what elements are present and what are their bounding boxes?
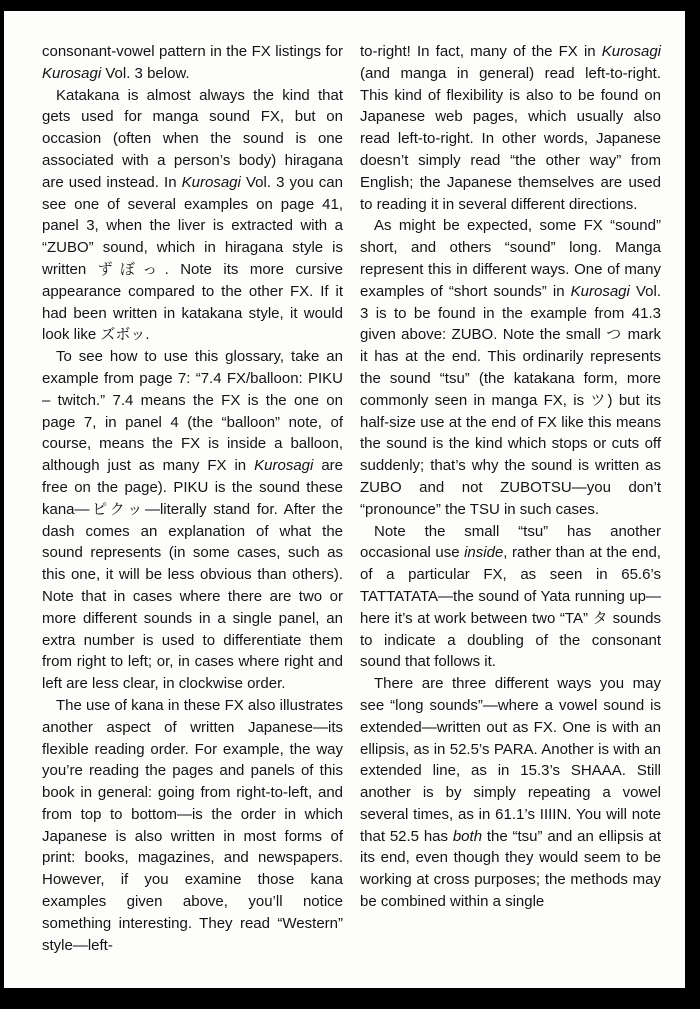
text-run: , rather than at the end, of a particular FX, as seen in 65.6’s TATTATATA—the sound of Yata running up—here it’s at work between two “TA” タ sounds to indicate a doubling of the consonant sound that follows it. — [360, 544, 661, 671]
text-run: The use of kana in these FX also illustrates another aspect of written Japanese—its flexible reading order. For example, the way you’re reading the pages and panels of this book in general: going from right-to-left, and from top to bottom—is the order in which Japanese is also written in most forms of print: books, magazines, and newspapers. However, if you examine those kana examples given above, you’ll notice something interesting. They read “Western” style—left- — [42, 696, 343, 954]
text-run: Note the small “tsu” has another occasional use — [360, 522, 661, 562]
italic-text-run: both — [452, 827, 483, 845]
text-run: (and manga in general) read left-to-right. This kind of flexibility is also to be found on Japanese web pages, which usually also read left-to-right. In other words, Japanese doesn’t simply read “the other way” from English; the Japanese themselves are used to reading it in several different directions. — [360, 64, 661, 213]
italic-text-run: Kurosagi — [601, 43, 661, 60]
text-run: the “tsu” and an ellipsis at its end, even though they would seem to be working at cross purposes; the methods may be combined within a single — [360, 827, 662, 911]
text-run: Vol. 3 you can see one of several examples on page 41, panel 3, when the liver is extracted with a “ZUBO” sound, which in hiragana style is written ずぼっ. Note its more cursive appearance compared to the other FX. If it had been written in katakana style, it would look like ズボッ. — [42, 173, 343, 344]
paragraph — [360, 673, 661, 913]
paragraph — [42, 85, 343, 347]
text-run: consonant-vowel pattern in the FX listings for — [42, 43, 343, 60]
paragraph — [360, 41, 661, 215]
italic-text-run: Kurosagi — [181, 173, 241, 191]
text-run: Vol. 3 below. — [101, 64, 190, 82]
column-left — [42, 41, 343, 968]
paragraph — [42, 695, 343, 957]
column-right — [360, 41, 661, 968]
book-page — [4, 11, 685, 988]
text-run: Katakana is almost always the kind that gets used for manga sound FX, but on occasion (often when the sound is one associated with a person’s body) hiragana are used instead. In — [42, 86, 343, 191]
paragraph — [42, 41, 343, 85]
text-run: Vol. 3 is to be found in the example from 41.3 given above: ZUBO. Note the small つ mark it has at the end. This ordinarily represents the sound “tsu” (the katakana form, more commonly seen in manga FX, is ツ) but its half-size use at the end of FX like this means the sound is the kind which stops or cuts off suddenly; that’s why the sound is written as ZUBO and not ZUBOTSU—you don’t “pronounce” the TSU in such cases. — [360, 282, 661, 518]
text-run: As might be expected, some FX “sound” short, and others “sound” long. Manga represent this in different ways. One of many examples of “short sounds” in — [360, 217, 661, 300]
text-run: are free on the page). PIKU is the sound these kana—ピクッ—literally stand for. After the dash comes an explanation of what the sound represents (in some cases, such as this one, it will be less obvious than others). Note that in cases where there are two or more different sounds in a single panel, an extra number is used to differentiate them from right to left; or, in cases where right and left are less clear, in clockwise order. — [42, 457, 344, 693]
text-run: to-right! In fact, many of the FX in — [360, 43, 602, 60]
italic-text-run: Kurosagi — [570, 282, 630, 300]
paragraph — [360, 215, 661, 520]
paragraph — [42, 346, 343, 695]
text-columns — [42, 41, 661, 968]
text-run: To see how to use this glossary, take an example from page 7: “7.4 FX/balloon: PIKU – twitch.” 7.4 means the FX is the one on page 7, in panel 4 (the “balloon” note, of course, means the FX is inside a balloon, although just as many FX in — [42, 348, 343, 475]
text-run: There are three different ways you may see “long sounds”—where a vowel sound is extended—written out as FX. One is with an ellipsis, as in 52.5’s PARA. Another is with an extended line, as in 15.3’s SHAAA. Still another is by simply repeating a vowel several times, as in 61.1’s IIIIN. You will note that 52.5 has — [360, 675, 661, 845]
italic-text-run: Kurosagi — [42, 64, 102, 82]
italic-text-run: inside — [464, 544, 504, 562]
paragraph — [360, 521, 661, 674]
italic-text-run: Kurosagi — [254, 457, 314, 475]
